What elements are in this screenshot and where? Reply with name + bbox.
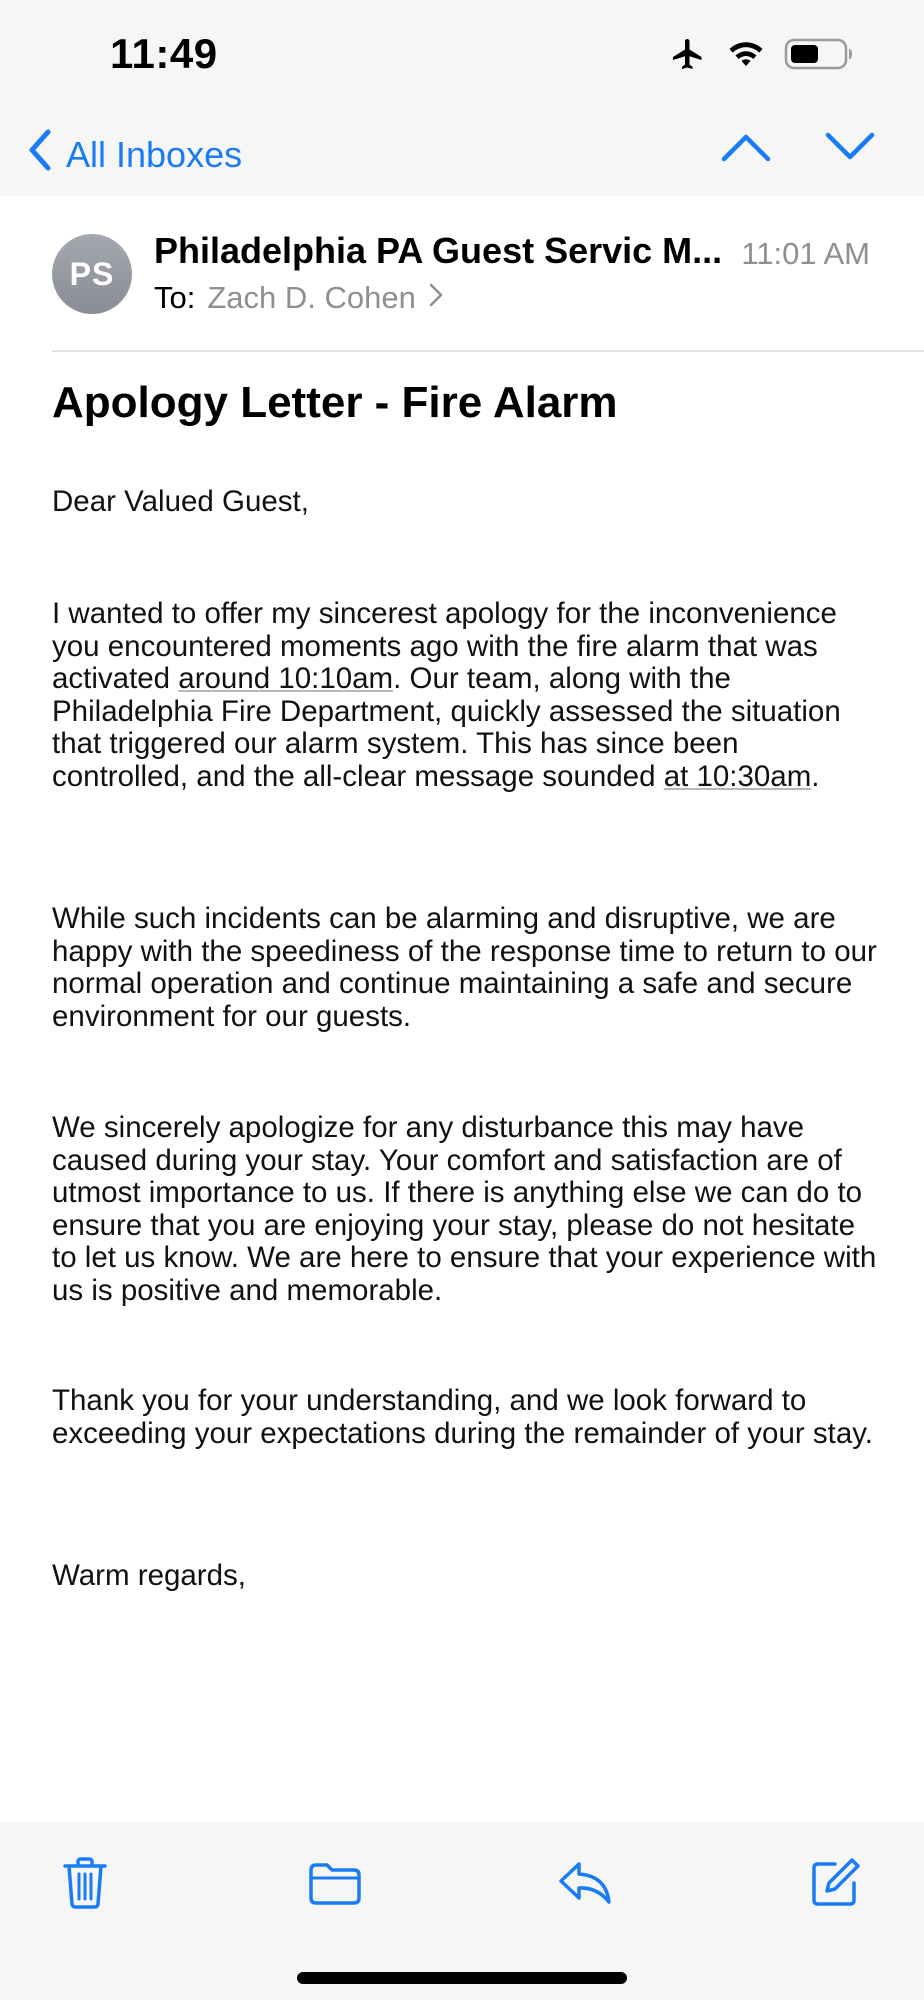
battery-icon [784,37,854,76]
reply-icon [557,1860,613,1911]
back-to-all-inboxes[interactable] [26,128,242,181]
compose-icon [808,1856,862,1915]
time-link-activated[interactable]: around 10:10am [178,662,394,695]
email-paragraph-1 [52,598,882,793]
airplane-icon [668,36,708,77]
chevron-down-icon [824,131,876,168]
sender-name[interactable]: Philadelphia PA Guest Servic M... [154,230,723,271]
email-subject: Apology Letter - Fire Alarm [52,378,618,427]
email-closing: Warm regards, [52,1559,246,1592]
recipient-row[interactable] [154,280,444,316]
compose-button[interactable] [800,1850,870,1920]
recipient-name[interactable]: Zach D. Cohen [207,280,416,315]
folder-icon [307,1860,363,1911]
next-message-button[interactable] [820,124,880,174]
status-icons [668,36,854,77]
email-time: 11:01 AM [741,236,870,271]
status-time: 11:49 [110,30,218,77]
email-paragraph-3: We sincerely apologize for any disturbance this may have caused during your stay. Your comfort and satisfaction are of utmost importance to us. If there is anything else we can do to ensure that you are enjoying your stay, please do not hesitate to let us know. We are here to ensure that your experience with us is positive and memorable. [52,1111,877,1307]
sender-avatar[interactable]: PS [52,234,132,314]
chevron-right-icon [428,280,444,316]
email-paragraph-2: While such incidents can be alarming and disruptive, we are happy with the speediness of the response time to return to our normal operation and continue maintaining a safe and secure environment for our guests. [52,902,877,1033]
status-bar [0,0,924,110]
p1-text-c: . Our team, along with the Philadelphia Fire Department, quickly assessed the situation that triggered our alarm system. This has since been controlled, and the all-clear message sounded [52,662,841,793]
navigation-bar [0,110,924,196]
move-to-folder-button[interactable] [300,1850,370,1920]
email-paragraph-4: Thank you for your understanding, and we look forward to exceeding your expectations during the remainder of your stay. [52,1384,874,1450]
back-label: All Inboxes [66,133,243,175]
to-label: To: [154,280,196,315]
p1-text-a: I wanted to offer my sincerest apology for the inconvenience you encountered moments ago with the fire alarm that was activated [52,597,837,695]
email-header [0,196,924,351]
trash-icon [61,1856,109,1915]
previous-message-button[interactable] [716,124,776,174]
wifi-icon [726,39,766,74]
p1-text-e: . [811,759,820,793]
home-indicator[interactable] [297,1972,627,1984]
delete-button[interactable] [50,1850,120,1920]
time-link-all-clear[interactable]: at 10:30am [663,759,812,793]
header-divider [52,350,924,352]
chevron-up-icon [720,131,772,168]
email-greeting: Dear Valued Guest, [52,485,309,518]
reply-button[interactable] [550,1850,620,1920]
chevron-left-icon [26,128,54,181]
